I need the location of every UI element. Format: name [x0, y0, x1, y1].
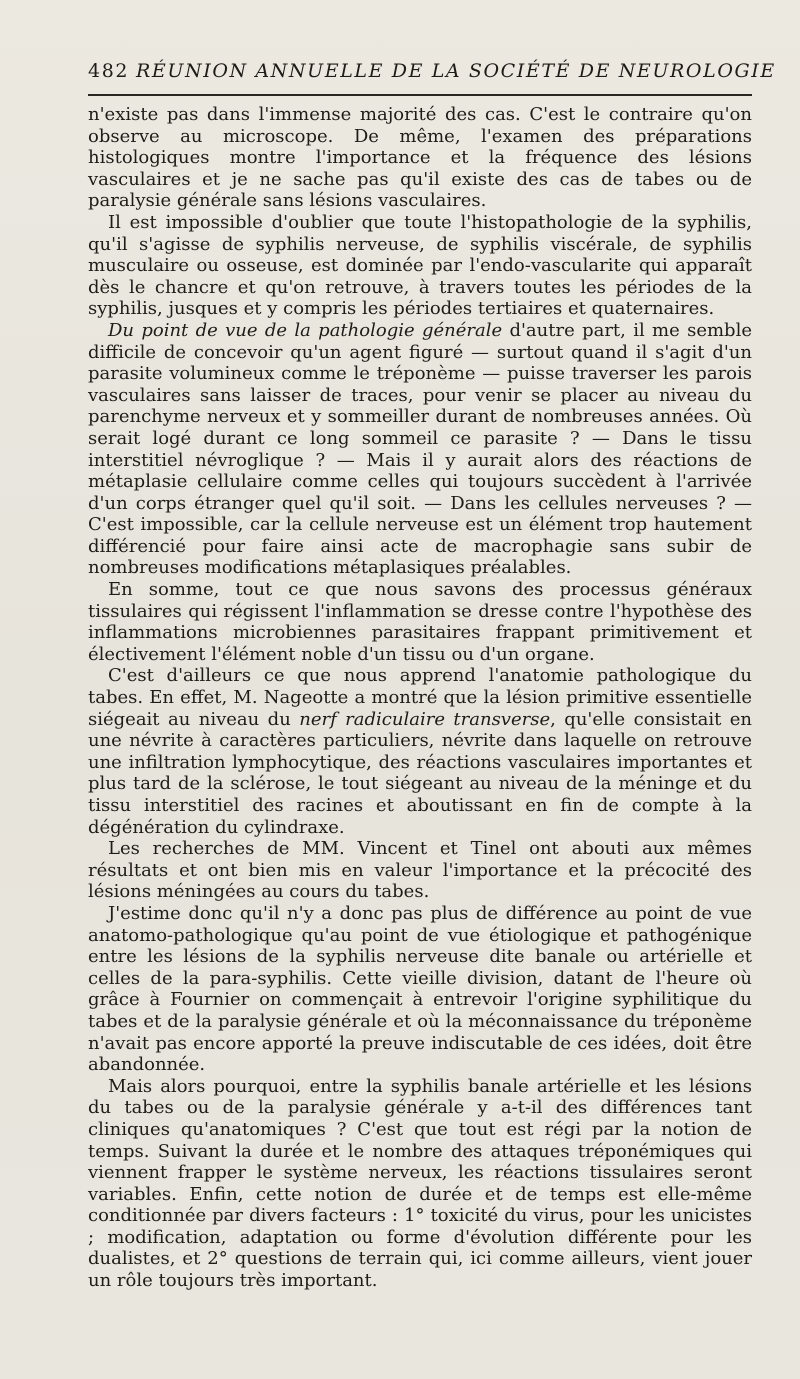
paragraph-7	[88, 903, 752, 1076]
paragraph-text: Mais alors pourquoi, entre la syphilis banale artérielle et les lésions du tabes ou de la paralysie générale y a-t-il des différences tant cliniques qu'anatomiques ? C'est que tout est régi par la notion de temps. Suivant la durée et le nombre des attaques tréponémiques qui viennent frapper le système nerveux, les réactions tissulaires seront variables. Enfin, cette notion de durée et de temps est elle-même conditionnée par divers facteurs : 1° toxicité du virus, pour les unicistes ; modification, adaptation ou forme d'évolution différente pour les dualistes, et 2° questions de terrain qui, ici comme ailleurs, vient jouer un rôle toujours très important.	[88, 1075, 752, 1292]
running-title: RÉUNION ANNUELLE DE LA SOCIÉTÉ DE NEUROLOGIE	[136, 60, 776, 82]
paragraph-text: n'existe pas dans l'immense majorité des cas. C'est le contraire qu'on observe au microscope. De même, l'examen des préparations histologiques montre l'importance et la fréquence des lésions vasculaires et je ne sache pas qu'il existe des cas de tabes ou de paralysie générale sans lésions vasculaires.	[88, 104, 752, 212]
paragraph-text: Les recherches de MM. Vincent et Tinel ont abouti aux mêmes résultats et ont bien mis en valeur l'importance et la précocité des lésions méningées au cours du tabes.	[88, 838, 752, 903]
paragraph-3	[88, 320, 752, 579]
page-number: 482	[88, 60, 130, 82]
paragraph-2	[88, 212, 752, 320]
paragraph-1	[88, 104, 752, 212]
italic-phrase: nerf radiculaire transverse	[299, 708, 551, 730]
paragraph-text: , qu'elle consistait en une névrite à caractères particuliers, névrite dans laquelle on retrouve une infiltration lymphocytique, des réactions vasculaires importantes et plus tard de la sclérose, le tout siégeant au niveau de la méninge et du tissu interstitiel des racines et aboutissant en fin de compte à la dégénération du cylindraxe.	[88, 708, 752, 838]
paragraph-text: C'est d'ailleurs ce que nous apprend l'anatomie pathologique du tabes. En effet, M. Nageotte a montré que la lésion primitive essentielle siégeait au niveau du	[88, 665, 752, 730]
paragraph-8	[88, 1076, 752, 1292]
paragraph-6	[88, 838, 752, 903]
paragraph-text: d'autre part, il me semble difficile de concevoir qu'un agent figuré — surtout quand il s'agit d'un parasite volumineux comme le tréponème — puisse traverser les parois vasculaires sans laisser de traces, pour venir se placer au niveau du parenchyme nerveux et y sommeiller durant de nombreuses années. Où serait logé durant ce long sommeil ce parasite ? — Dans le tissu interstitiel névroglique ? — Mais il y aurait alors des réactions de métaplasie cellulaire comme celles qui toujours succèdent à l'arrivée d'un corps étranger quel qu'il soit. — Dans les cellules nerveuses ? — C'est impossible, car la cellule nerveuse est un élément trop hautement différencié pour faire ainsi acte de macrophagie sans subir de nombreuses modifications métaplasiques préalables.	[88, 319, 752, 579]
paragraph-4	[88, 579, 752, 665]
paragraph-text: Il est impossible d'oublier que toute l'histopathologie de la syphilis, qu'il s'agisse de syphilis nerveuse, de syphilis viscérale, de syphilis musculaire ou osseuse, est dominée par l'endo-vascularite qui apparaît dès le chancre et qu'on retrouve, à travers toutes les périodes de la syphilis, jusques et y compris les périodes tertiaires et quaternaires.	[88, 211, 752, 320]
italic-phrase: Du point de vue de la pathologie générale	[108, 319, 503, 341]
header-rule	[88, 94, 752, 96]
paragraph-text: J'estime donc qu'il n'y a donc pas plus de différence au point de vue anatomo-pathologique qu'au point de vue étiologique et pathogénique entre les lésions de la syphilis nerveuse dite banale ou artérielle et celles de la para-syphilis. Cette vieille division, datant de l'heure où grâce à Fournier on commençait à entrevoir l'origine syphilitique du tabes et de la paralysie générale et où la méconnaissance du tréponème n'avait pas encore apporté la preuve indiscutable de ces idées, doit être abandonnée.	[88, 902, 752, 1076]
body-text	[88, 104, 752, 1292]
paragraph-text: En somme, tout ce que nous savons des processus généraux tissulaires qui régissent l'inflammation se dresse contre l'hypothèse des inflammations microbiennes parasitaires frappant primitivement et électivement l'élément noble d'un tissu ou d'un organe.	[88, 579, 752, 665]
paragraph-5	[88, 665, 752, 838]
running-header	[88, 58, 776, 84]
